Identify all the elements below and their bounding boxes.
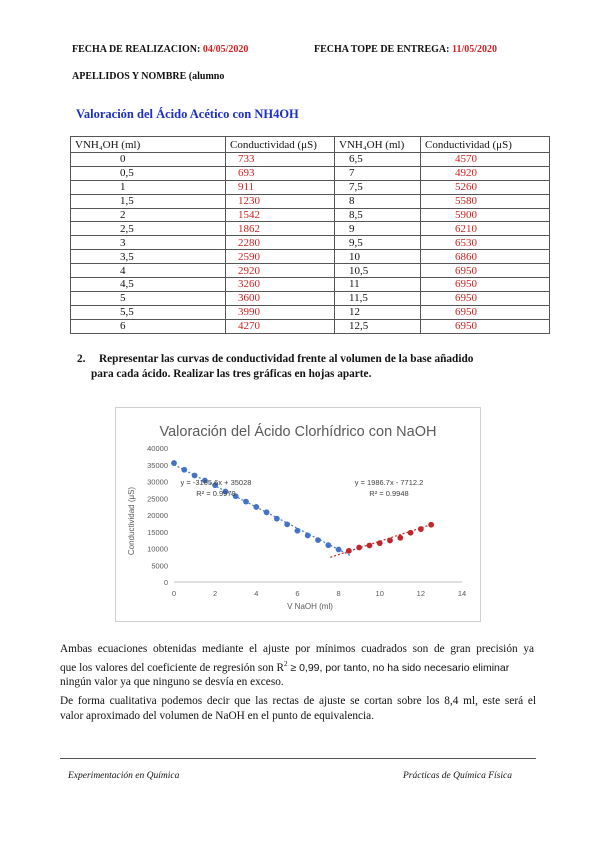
table-row xyxy=(71,236,550,250)
conductivity-cell: 733 xyxy=(226,153,335,167)
conductivity-cell: 693 xyxy=(226,166,335,180)
data-point xyxy=(428,522,434,528)
data-point xyxy=(367,543,373,549)
table-row xyxy=(71,208,550,222)
table-header-row xyxy=(71,137,550,153)
volume-cell: 1 xyxy=(71,180,226,194)
footer-right: Prácticas de Química Física xyxy=(403,771,512,781)
chart-x-axis-label: V NaOH (ml) xyxy=(287,602,333,611)
volume-cell: 7 xyxy=(335,166,421,180)
data-table xyxy=(70,136,550,334)
volume-cell: 8,5 xyxy=(335,208,421,222)
fecha-realizacion-label: FECHA DE REALIZACION: xyxy=(72,44,201,55)
volume-cell: 2,5 xyxy=(71,222,226,236)
x-tick-label: 6 xyxy=(295,589,300,598)
volume-cell: 11 xyxy=(335,278,421,292)
chart-y-axis-label: Conductividad (μS) xyxy=(127,486,136,556)
paragraph-1 xyxy=(60,642,534,689)
data-point xyxy=(284,521,290,527)
volume-cell: 11,5 xyxy=(335,291,421,305)
trendline-r2: R² = 0.9979 xyxy=(196,489,236,498)
table-row xyxy=(71,305,550,319)
table-header-cell: VNH₄OH (ml) xyxy=(335,137,421,153)
y-tick-label: 20000 xyxy=(147,511,168,520)
trendline-equation: y = 1986.7x - 7712.2 xyxy=(354,478,424,487)
table-header-cell: Conductividad (μS) xyxy=(421,137,550,153)
conductivity-cell: 2280 xyxy=(226,236,335,250)
conductivity-cell: 4270 xyxy=(226,319,335,333)
volume-cell: 8 xyxy=(335,194,421,208)
x-tick-label: 8 xyxy=(336,589,341,598)
paragraph-1-line1: Ambas ecuaciones obtenidas mediante el ajuste por mínimos cuadrados son de gran precisión ya xyxy=(60,643,534,655)
section-title: Valoración del Ácido Acético con NH4OH xyxy=(76,107,299,121)
trendline-equation: y = -3165.6x + 35028 xyxy=(180,478,252,487)
data-point xyxy=(315,537,321,543)
y-tick-label: 15000 xyxy=(147,527,168,537)
r-squared-exponent: 2 xyxy=(283,659,288,668)
paragraph-1-line2b: ≥ 0,99, por tanto, no ha sido necesario eliminar xyxy=(287,661,510,674)
item-2-line2: para cada ácido. Realizar las tres gráficas en hojas aparte. xyxy=(91,368,372,380)
volume-cell: 12 xyxy=(335,305,421,319)
paragraph-2-line1: De forma cualitativa podemos decir que las rectas de ajuste se cortan sobre los 8,4 ml, este será el xyxy=(60,695,536,707)
y-tick-label: 35000 xyxy=(147,460,168,470)
conductivity-cell: 6530 xyxy=(421,236,550,250)
table-row xyxy=(71,319,550,333)
volume-cell: 4,5 xyxy=(71,278,226,292)
x-tick-label: 0 xyxy=(171,589,177,598)
table-row xyxy=(71,194,550,208)
volume-cell: 6,5 xyxy=(335,153,421,167)
conductivity-cell: 3260 xyxy=(226,278,335,292)
conductivity-cell: 911 xyxy=(226,180,335,194)
conductivity-cell: 5260 xyxy=(421,180,550,194)
x-tick-label: 14 xyxy=(457,589,467,598)
paragraph-1-line3: ningún valor ya que ninguno se desvía en exceso. xyxy=(60,675,284,688)
y-tick-label: 40000 xyxy=(147,444,168,453)
conductivity-cell: 2590 xyxy=(226,250,335,264)
y-tick-label: 0 xyxy=(163,578,168,587)
data-point xyxy=(418,526,424,532)
x-tick-label: 2 xyxy=(213,589,218,598)
data-point xyxy=(274,516,280,522)
data-point xyxy=(325,542,331,548)
item-2-number: 2. xyxy=(77,353,86,365)
data-point xyxy=(253,504,259,510)
conductivity-cell: 2920 xyxy=(226,264,335,278)
fecha-realizacion-value: 04/05/2020 xyxy=(202,44,249,55)
table-row xyxy=(71,278,550,292)
y-tick-label: 10000 xyxy=(147,544,168,554)
volume-cell: 0 xyxy=(71,153,226,167)
conductivity-cell: 5580 xyxy=(421,194,550,208)
paragraph-1-line2 xyxy=(60,657,534,675)
table-row xyxy=(71,250,550,264)
table-body xyxy=(71,153,550,334)
data-point xyxy=(181,467,187,473)
conductivity-cell: 6860 xyxy=(421,250,550,264)
data-point xyxy=(377,540,383,546)
volume-cell: 3,5 xyxy=(71,250,226,264)
data-point xyxy=(295,528,301,534)
conductivity-cell: 5900 xyxy=(421,208,550,222)
x-tick-label: 12 xyxy=(416,589,426,598)
paragraph-2-line2: valor aproximado del volumen de NaOH en el punto de equivalencia. xyxy=(60,709,375,722)
table-row xyxy=(71,153,550,167)
table-row xyxy=(71,291,550,305)
data-point xyxy=(346,548,352,554)
conductivity-cell: 6950 xyxy=(421,278,550,292)
volume-cell: 5 xyxy=(71,291,226,305)
conductivity-cell: 6950 xyxy=(421,264,550,278)
volume-cell: 9 xyxy=(335,222,421,236)
paragraph-1-line2a: que los valores del coeficiente de regresión son R xyxy=(60,661,284,674)
table-header-cell: VNH₄OH (ml) xyxy=(71,137,226,153)
table-row xyxy=(71,264,550,278)
conductivity-cell: 1862 xyxy=(226,222,335,236)
data-point xyxy=(305,533,311,539)
data-point xyxy=(336,547,342,553)
conductivity-cell: 4570 xyxy=(421,153,550,167)
volume-cell: 9,5 xyxy=(335,236,421,250)
data-point xyxy=(387,538,393,544)
paragraph-2 xyxy=(60,694,536,723)
volume-cell: 12,5 xyxy=(335,319,421,333)
data-point xyxy=(408,530,414,536)
volume-cell: 2 xyxy=(71,208,226,222)
data-point xyxy=(397,535,403,541)
data-point xyxy=(243,499,249,505)
conductivity-cell: 1542 xyxy=(226,208,335,222)
volume-cell: 7,5 xyxy=(335,180,421,194)
volume-cell: 10,5 xyxy=(335,264,421,278)
fecha-realizacion xyxy=(72,44,248,55)
chart-container xyxy=(115,407,481,622)
volume-cell: 5,5 xyxy=(71,305,226,319)
conductivity-cell: 3990 xyxy=(226,305,335,319)
conductivity-cell: 6950 xyxy=(421,305,550,319)
fecha-tope-label: FECHA TOPE DE ENTREGA: xyxy=(314,44,450,55)
table-row xyxy=(71,222,550,236)
volume-cell: 4 xyxy=(71,264,226,278)
fecha-tope-value: 11/05/2020 xyxy=(452,44,498,55)
footer-left: Experimentación en Química xyxy=(68,771,180,781)
volume-cell: 0,5 xyxy=(71,166,226,180)
data-point xyxy=(356,545,362,551)
x-tick-label: 10 xyxy=(375,589,384,598)
volume-cell: 1,5 xyxy=(71,194,226,208)
conductivity-cell: 6210 xyxy=(421,222,550,236)
table-row xyxy=(71,180,550,194)
chart-title: Valoración del Ácido Clorhídrico con NaOH xyxy=(159,424,437,440)
conductivity-cell: 4920 xyxy=(421,166,550,180)
footer-divider xyxy=(60,758,536,759)
volume-cell: 3 xyxy=(71,236,226,250)
table-row xyxy=(71,166,550,180)
conductivity-cell: 3600 xyxy=(226,291,335,305)
volume-cell: 6 xyxy=(71,319,226,333)
trendline-r2: R² = 0.9948 xyxy=(369,489,409,498)
y-tick-label: 30000 xyxy=(147,477,168,487)
fecha-tope xyxy=(314,44,497,55)
volume-cell: 10 xyxy=(335,250,421,264)
table-header-cell: Conductividad (μS) xyxy=(226,137,335,153)
item-2-line1: Representar las curvas de conductividad frente al volumen de la base añadido xyxy=(99,353,474,365)
data-point xyxy=(171,460,177,466)
y-tick-label: 25000 xyxy=(147,494,168,504)
chart xyxy=(116,408,480,621)
data-point xyxy=(264,509,270,515)
apellidos-nombre: APELLIDOS Y NOMBRE (alumno xyxy=(72,71,225,82)
x-tick-label: 4 xyxy=(254,589,259,598)
conductivity-cell: 6950 xyxy=(421,319,550,333)
conductivity-cell: 6950 xyxy=(421,291,550,305)
conductivity-cell: 1230 xyxy=(226,194,335,208)
y-tick-label: 5000 xyxy=(151,561,168,571)
